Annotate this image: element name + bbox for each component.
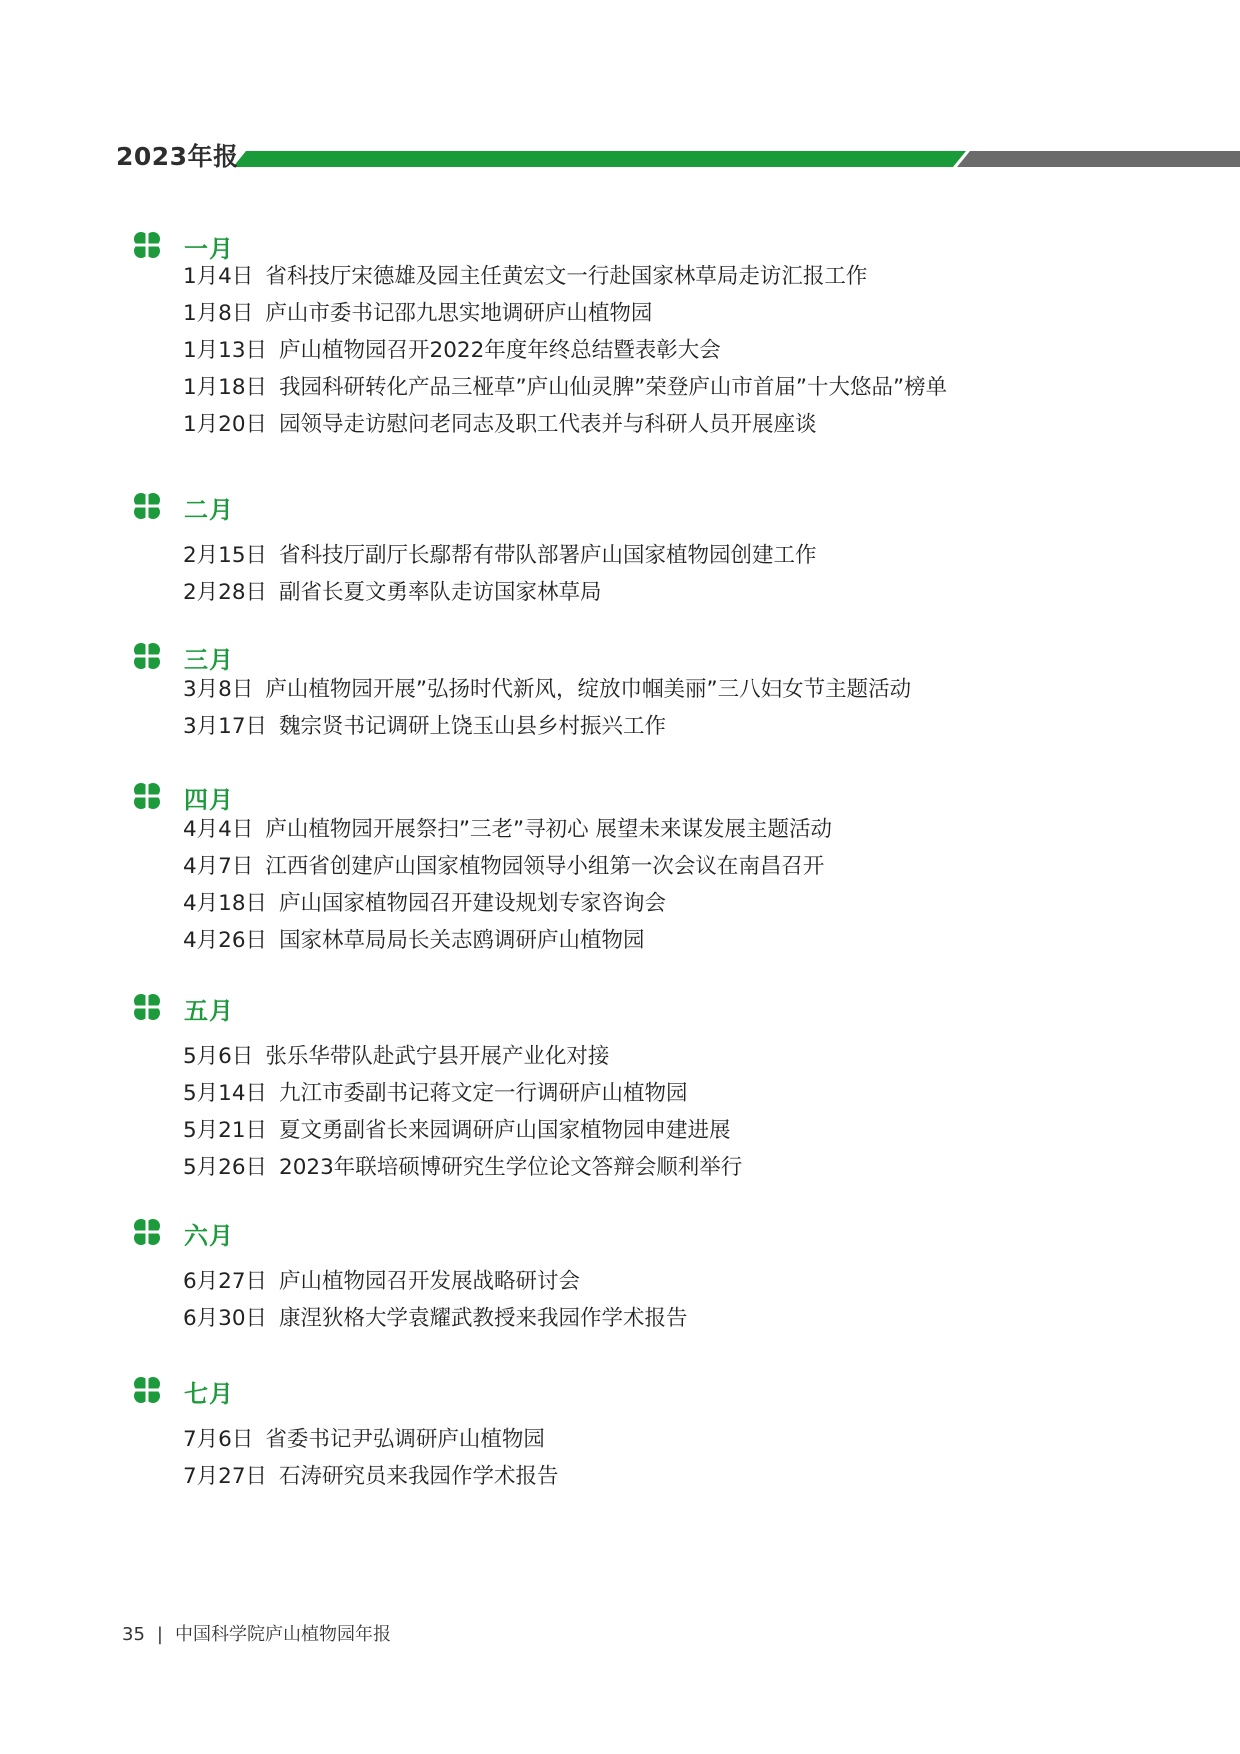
event-description: 省科技厅副厅长鄢帮有带队部署庐山国家植物园创建工作	[279, 543, 817, 568]
event-item	[183, 299, 652, 329]
event-item	[183, 1304, 688, 1334]
event-description: 庐山植物园开展祭扫”三老”寻初心 展望未来谋发展主题活动	[265, 817, 832, 842]
event-date: 4月18日	[183, 891, 268, 916]
event-date: 5月6日	[183, 1044, 254, 1069]
page-footer	[122, 1620, 391, 1646]
month-label: 七月	[184, 1380, 234, 1408]
event-description: 魏宗贤书记调研上饶玉山县乡村振兴工作	[279, 714, 667, 739]
event-item	[183, 262, 867, 292]
event-date: 7月6日	[183, 1427, 254, 1452]
page-title: 2023年报	[116, 142, 239, 171]
event-item	[183, 336, 721, 366]
event-date: 6月30日	[183, 1306, 268, 1331]
publication-name: 中国科学院庐山植物园年报	[174, 1624, 391, 1645]
month-label: 二月	[184, 496, 234, 524]
event-date: 1月8日	[183, 301, 254, 326]
event-date: 3月8日	[183, 677, 254, 702]
clover-icon	[130, 489, 164, 523]
event-description: 康涅狄格大学袁耀武教授来我园作学术报告	[279, 1306, 688, 1331]
event-item	[183, 1079, 688, 1109]
clover-icon	[130, 228, 164, 262]
event-description: 九江市委副书记蒋文定一行调研庐山植物园	[279, 1081, 688, 1106]
event-item	[183, 815, 832, 845]
event-description: 副省长夏文勇率队走访国家林草局	[279, 580, 602, 605]
event-description: 庐山植物园召开发展战略研讨会	[279, 1269, 581, 1294]
event-item	[183, 541, 817, 571]
event-item	[183, 712, 666, 742]
footer-separator: |	[156, 1624, 163, 1645]
event-date: 6月27日	[183, 1269, 268, 1294]
clover-icon	[130, 779, 164, 813]
event-item	[183, 1153, 742, 1183]
month-label: 三月	[184, 646, 234, 674]
event-description: 张乐华带队赴武宁县开展产业化对接	[265, 1044, 610, 1069]
clover-icon	[130, 639, 164, 673]
event-date: 5月26日	[183, 1155, 268, 1180]
event-date: 5月21日	[183, 1118, 268, 1143]
event-item	[183, 889, 666, 919]
month-label: 六月	[184, 1222, 234, 1250]
event-date: 4月26日	[183, 928, 268, 953]
event-date: 2月28日	[183, 580, 268, 605]
event-item	[183, 1425, 545, 1455]
event-description: 庐山国家植物园召开建设规划专家咨询会	[279, 891, 667, 916]
clover-icon	[130, 990, 164, 1024]
event-item	[183, 373, 947, 403]
event-description: 石涛研究员来我园作学术报告	[279, 1464, 559, 1489]
event-date: 2月15日	[183, 543, 268, 568]
event-item	[183, 410, 817, 440]
event-date: 4月7日	[183, 854, 254, 879]
event-date: 1月18日	[183, 375, 268, 400]
month-label: 五月	[184, 997, 234, 1025]
event-item	[183, 675, 911, 705]
event-date: 4月4日	[183, 817, 254, 842]
event-item	[183, 1116, 731, 1146]
event-item	[183, 578, 602, 608]
event-description: 国家林草局局长关志鸥调研庐山植物园	[279, 928, 645, 953]
event-date: 5月14日	[183, 1081, 268, 1106]
event-description: 省委书记尹弘调研庐山植物园	[265, 1427, 545, 1452]
event-description: 庐山植物园开展”弘扬时代新风，绽放巾帼美丽”三八妇女节主题活动	[265, 677, 912, 702]
clover-icon	[130, 1215, 164, 1249]
event-description: 夏文勇副省长来园调研庐山国家植物园申建进展	[279, 1118, 731, 1143]
page-header	[0, 130, 1240, 176]
event-description: 我园科研转化产品三桠草”庐山仙灵脾”荣登庐山市首届”十大悠品”榜单	[279, 375, 948, 400]
event-item	[183, 926, 645, 956]
event-date: 7月27日	[183, 1464, 268, 1489]
event-date: 1月4日	[183, 264, 254, 289]
event-date: 3月17日	[183, 714, 268, 739]
event-date: 1月20日	[183, 412, 268, 437]
event-date: 1月13日	[183, 338, 268, 363]
event-item	[183, 1267, 580, 1297]
event-item	[183, 852, 824, 882]
event-description: 江西省创建庐山国家植物园领导小组第一次会议在南昌召开	[265, 854, 825, 879]
event-description: 2023年联培硕博研究生学位论文答辩会顺利举行	[279, 1155, 743, 1180]
event-description: 庐山市委书记邵九思实地调研庐山植物园	[265, 301, 653, 326]
clover-icon	[130, 1373, 164, 1407]
event-description: 庐山植物园召开2022年度年终总结暨表彰大会	[279, 338, 721, 363]
page-number: 35	[122, 1624, 145, 1645]
event-item	[183, 1462, 559, 1492]
month-label: 一月	[184, 235, 234, 263]
event-description: 省科技厅宋德雄及园主任黄宏文一行赴国家林草局走访汇报工作	[265, 264, 868, 289]
event-item	[183, 1042, 609, 1072]
event-description: 园领导走访慰问老同志及职工代表并与科研人员开展座谈	[279, 412, 817, 437]
month-label: 四月	[184, 786, 234, 814]
